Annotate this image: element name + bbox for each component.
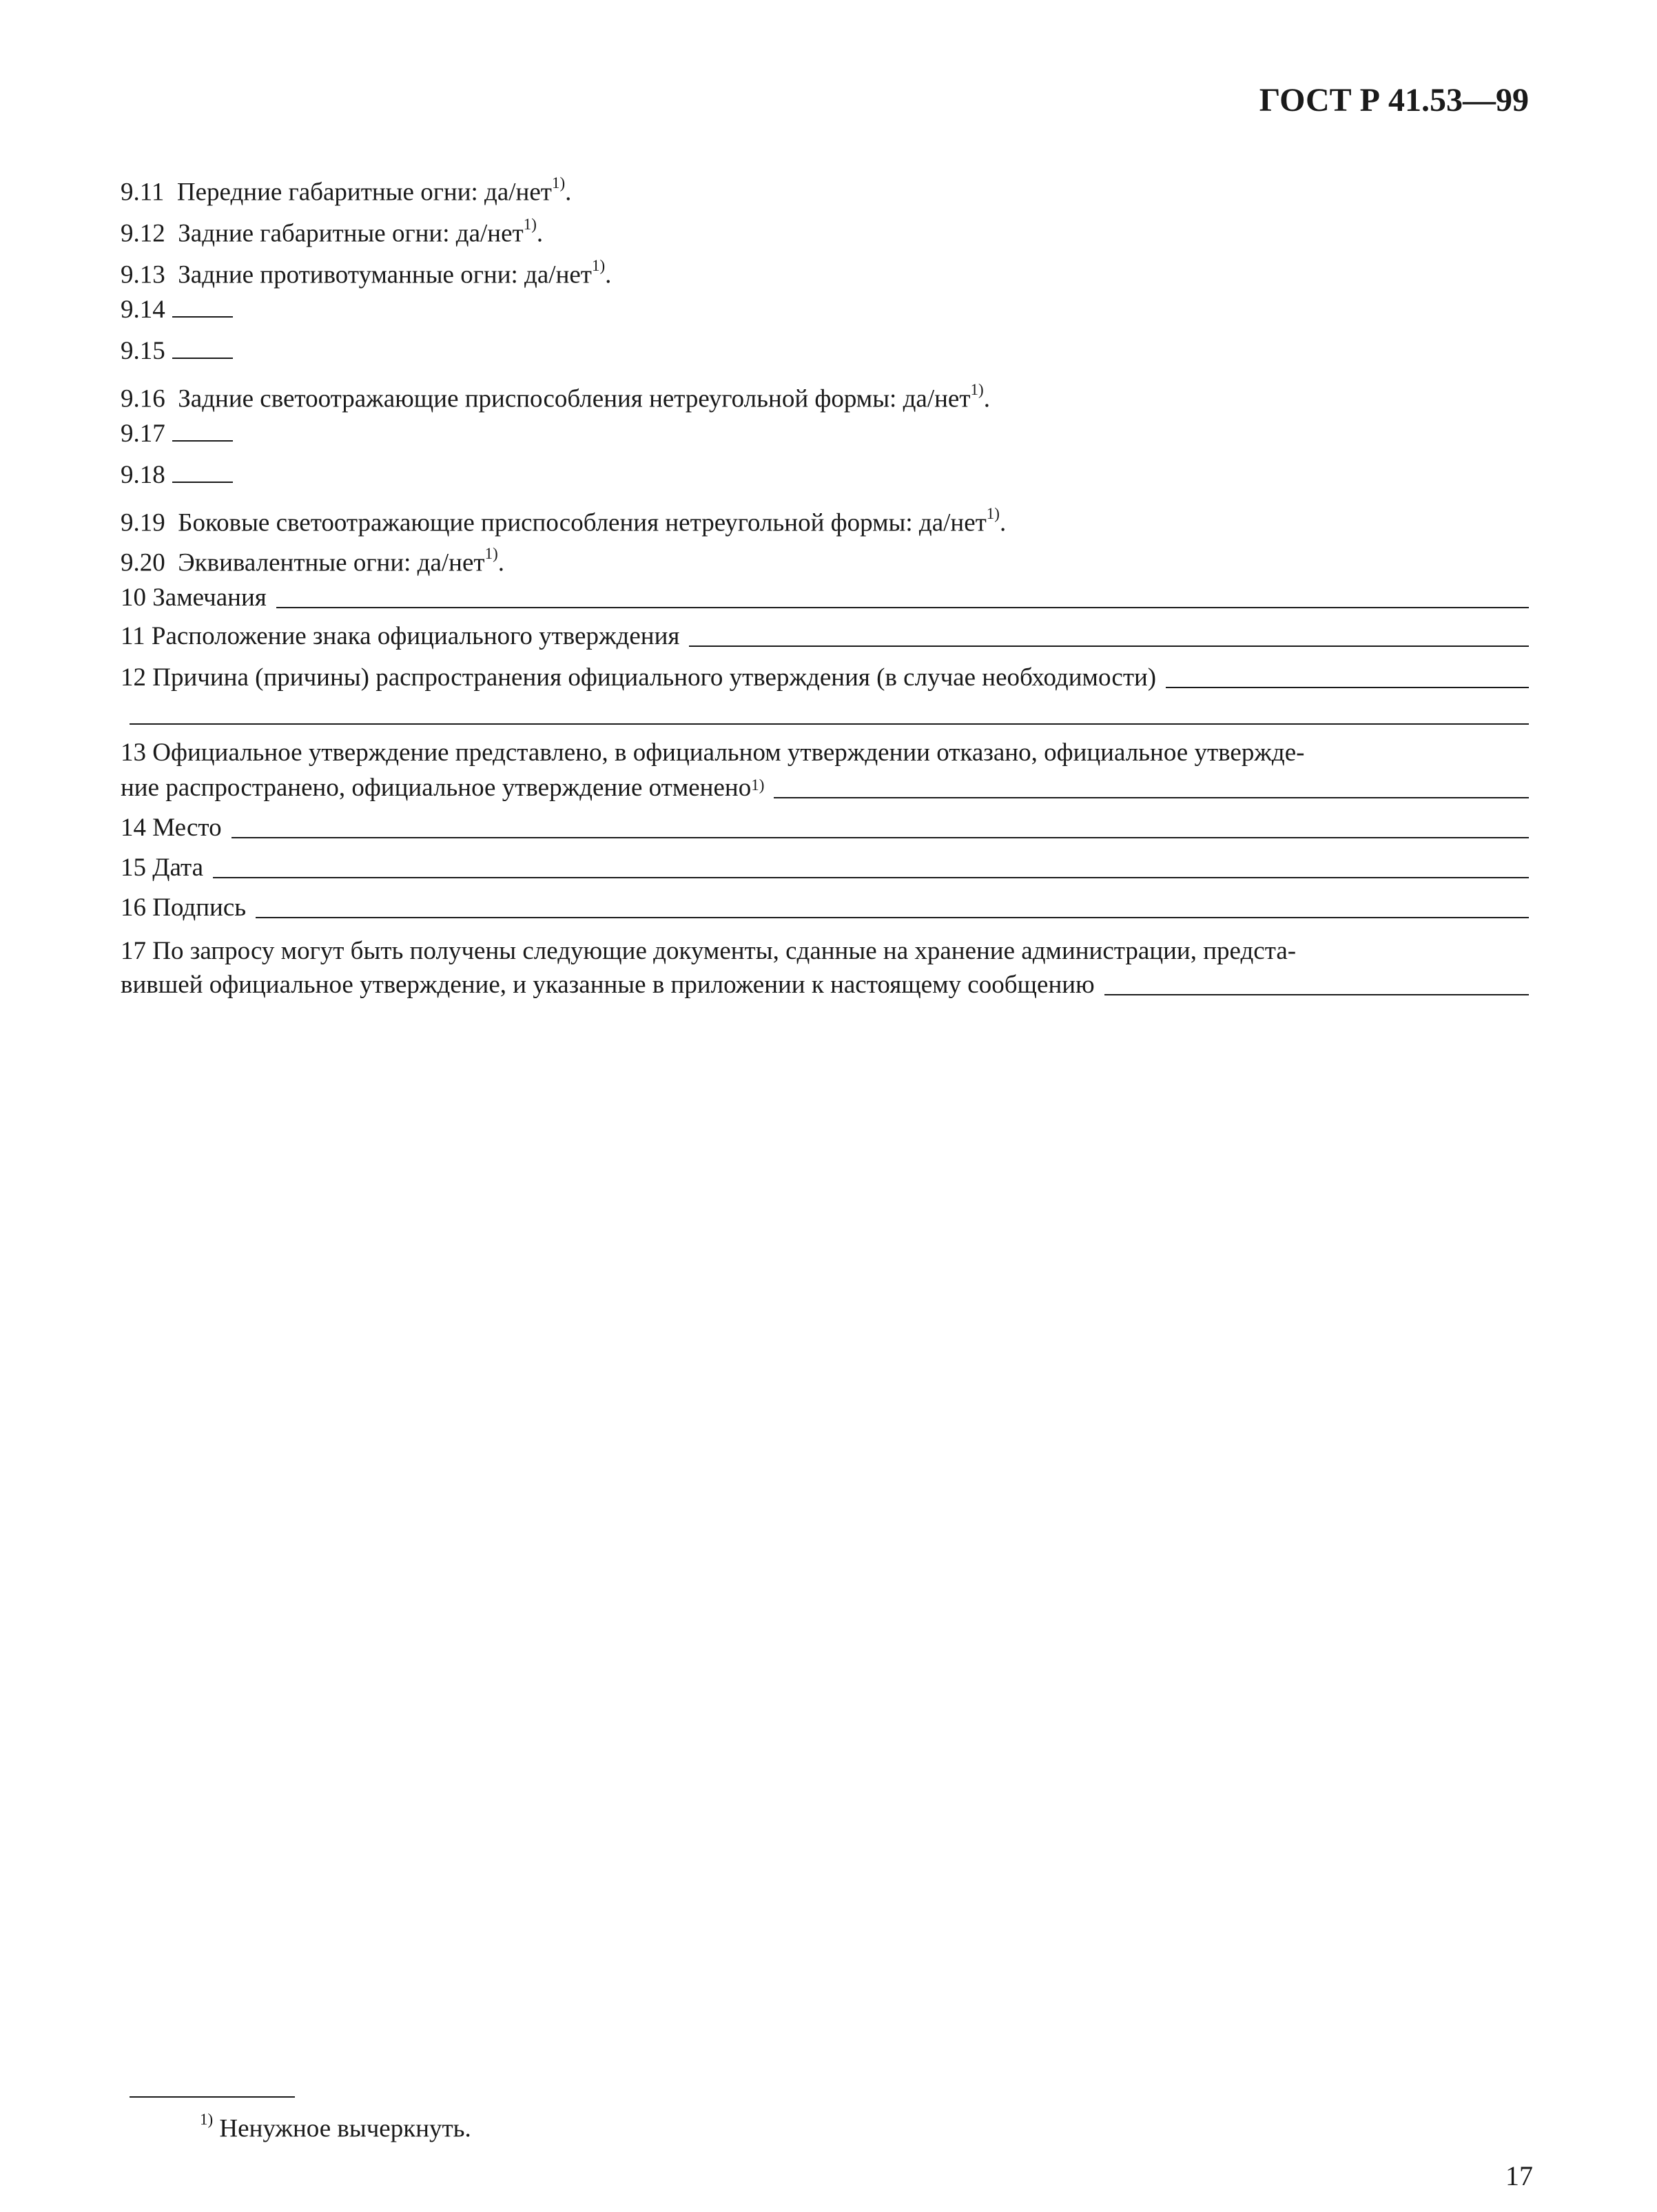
item-9-20: 9.20 Эквивалентные огни: да/нет$^{1)}$. [121, 545, 504, 577]
extension-reason-field-continued[interactable] [130, 723, 1529, 725]
signature-field[interactable] [256, 917, 1529, 918]
item-9-16: 9.16 Задние светоотражающие приспособления нетреугольной формы: да/нет$^{1)}$. [121, 381, 990, 413]
item-12-extension-reason: 12 Причина (причины) распространения официального утверждения (в случае необходимости) [121, 660, 1529, 696]
item-9-18: 9.18 [121, 457, 233, 493]
item-13-line-1: 13 Официальное утверждение представлено, в официальном утверждении отказано, официальное утвержде- [121, 738, 1305, 767]
item-15-date: 15 Дата [121, 850, 1529, 886]
blank-line[interactable] [172, 458, 233, 483]
page-number: 17 [1505, 2160, 1533, 2191]
item-11-mark-location: 11 Расположение знака официального утверждения [121, 619, 1529, 654]
item-9-15: 9.15 [121, 333, 233, 369]
item-13-line-2: ние распространено, официальное утверждение отменено $^{1)}$ [121, 770, 1529, 806]
date-field[interactable] [213, 877, 1529, 878]
document-code: ГОСТ Р 41.53—99 [1259, 82, 1529, 118]
item-16-signature: 16 Подпись [121, 890, 1529, 926]
place-field[interactable] [231, 837, 1529, 838]
item-17-line-1: 17 По запросу могут быть получены следующие документы, сданные на хранение администрации, предста- [121, 937, 1297, 965]
footnote: $^{1)}$ Ненужное вычеркнуть. [200, 2111, 471, 2143]
item-9-19: 9.19 Боковые светоотражающие приспособления нетреугольной формы: да/нет$^{1)}$. [121, 505, 1007, 537]
blank-line[interactable] [172, 417, 233, 442]
item-14-place: 14 Место [121, 810, 1529, 846]
item-17-line-2: вившей официальное утверждение, и указанные в приложении к настоящему сообщению [121, 967, 1529, 1003]
item-9-17: 9.17 [121, 416, 233, 452]
item-9-14: 9.14 [121, 292, 233, 328]
remarks-field[interactable] [276, 607, 1529, 608]
blank-line[interactable] [172, 293, 233, 318]
item-10-remarks: 10 Замечания [121, 580, 1529, 616]
extension-reason-field[interactable] [1166, 687, 1529, 688]
item-9-11: 9.11 Передние габаритные огни: да/нет$^{1)}$. [121, 174, 572, 207]
footnote-separator [130, 2096, 295, 2098]
item-9-12: 9.12 Задние габаритные огни: да/нет$^{1)}$. [121, 216, 544, 248]
mark-location-field[interactable] [689, 645, 1529, 647]
blank-line[interactable] [172, 334, 233, 359]
item-9-13: 9.13 Задние противотуманные огни: да/нет$^{1)}$. [121, 257, 612, 289]
approval-status-field[interactable] [774, 797, 1529, 798]
documents-field[interactable] [1104, 994, 1529, 995]
